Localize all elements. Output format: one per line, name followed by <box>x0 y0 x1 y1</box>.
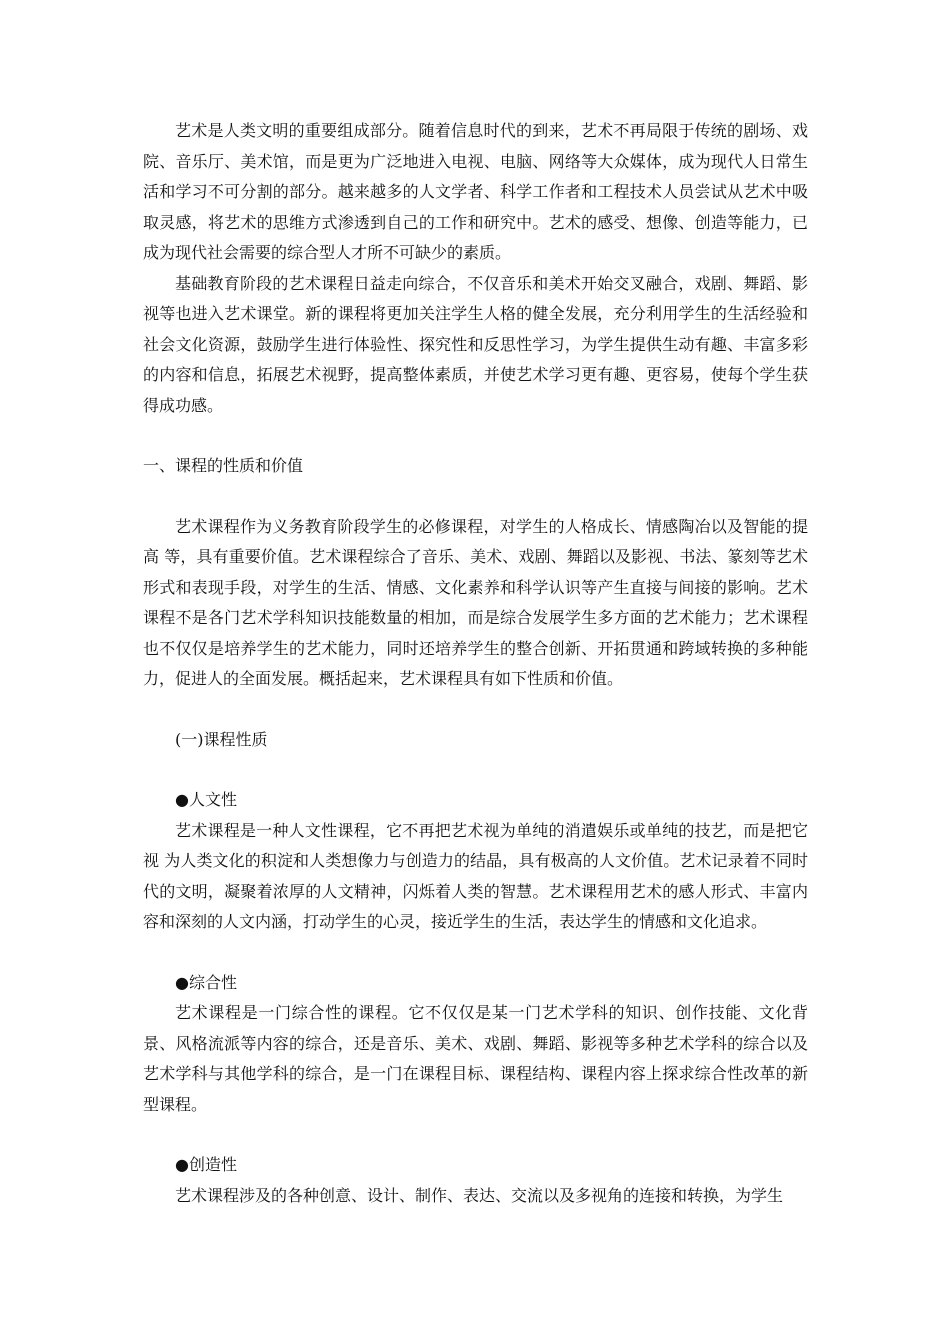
intro-paragraph-2: 基础教育阶段的艺术课程日益走向综合，不仅音乐和美术开始交叉融合，戏剧、舞蹈、影视等也进入艺术课堂。新的课程将更加关注学生人格的健全发展，充分利用学生的生活经验和社会文化资源，鼓励学生进行体验性、探究性和反思性学习，为学生提供生动有趣、丰富多彩的内容和信息，拓展艺术视野，提高整体素质，并使艺术学习更有趣、更容易，使每个学生获得成功感。 <box>143 273 808 415</box>
subsection-heading-course-nature: (一)课程性质 <box>175 729 268 749</box>
bullet-body-creative: 艺术课程涉及的各种创意、设计、制作、表达、交流以及多视角的连接和转换，为学生 <box>175 1185 784 1205</box>
section-paragraph-nature-value: 艺术课程作为义务教育阶段学生的必修课程，对学生的人格成长、情感陶冶以及智能的提高 等，具有重要价值。艺术课程综合了音乐、美术、戏剧、舞蹈以及影视、书法、篆刻等艺术形式和表现手段，对学生的生活、情感、文化素养和科学认识等产生直接与间接的影响。艺术课程不是各门艺术学科知识技能数量的相加，而是综合发展学生多方面的艺术能力；艺术课程也不仅仅是培养学生的艺术能力，同时还培养学生的整合创新、开拓贯通和跨域转换的多种能力，促进人的全面发展。概括起来，艺术课程具有如下性质和价值。 <box>143 516 808 688</box>
bullet-title-creative: ●创造性 <box>175 1155 237 1174</box>
bullet-title-humanistic: ●人文性 <box>175 790 237 809</box>
intro-paragraph-1: 艺术是人类文明的重要组成部分。随着信息时代的到来，艺术不再局限于传统的剧场、戏院、音乐厅、美术馆，而是更为广泛地进入电视、电脑、网络等大众媒体，成为现代人日常生活和学习不可分割的部分。越来越多的人文学者、科学工作者和工程技术人员尝试从艺术中吸取灵感，将艺术的思维方式渗透到自己的工作和研究中。艺术的感受、想像、创造等能力，已成为现代社会需要的综合型人才所不可缺少的素质。 <box>143 121 808 262</box>
bullet-body-comprehensive: 艺术课程是一门综合性的课程。它不仅仅是某一门艺术学科的知识、创作技能、文化背景、风格流派等内容的综合，还是音乐、美术、戏剧、舞蹈、影视等多种艺术学科的综合以及艺术学科与其他学科的综合，是一门在课程目标、课程结构、课程内容上探求综合性改革的新型课程。 <box>143 1003 808 1114</box>
bullet-title-comprehensive: ●综合性 <box>175 972 237 992</box>
document-body <box>143 116 808 1211</box>
section-heading-nature-value: 一、课程的性质和价值 <box>143 456 304 475</box>
bullet-body-humanistic: 艺术课程是一种人文性课程，它不再把艺术视为单纯的消遣娱乐或单纯的技艺，而是把它视 为人类文化的积淀和人类想像力与创造力的结晶，具有极高的人文价值。艺术记录着不同时代的文明，凝聚着浓厚的人文精神，闪烁着人类的智慧。艺术课程用艺术的感人形式、丰富内容和深刻的人文内涵，打动学生的心灵，接近学生的生活，表达学生的情感和文化追求。 <box>143 820 808 931</box>
